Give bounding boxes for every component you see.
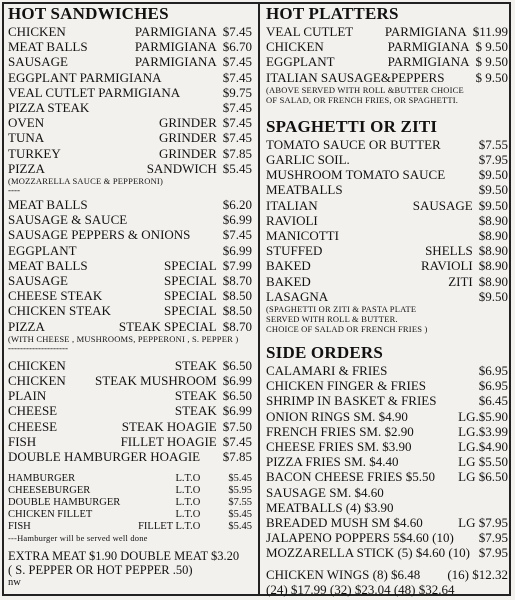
spaghetti-list	[266, 137, 508, 304]
wings-line2: (24) $17.99 (32) $23.04 (48) $32.64	[266, 581, 455, 597]
menu-item-name: SHRIMP IN BASKET & FRIES	[266, 393, 437, 409]
right-column	[266, 4, 508, 597]
menu-item-row	[8, 100, 252, 115]
menu-item-row	[8, 85, 252, 100]
menu-item-row	[266, 424, 508, 439]
menu-item-row	[266, 454, 508, 469]
menu-item-name: PIZZA FRIES SM. $4.40	[266, 454, 399, 470]
menu-item-name: ITALIAN	[266, 197, 318, 213]
menu-item-name: BAKED	[266, 273, 311, 289]
menu-item-row	[8, 419, 252, 434]
menu-item-variant: STEAK	[174, 357, 217, 373]
menu-item-row	[266, 469, 508, 484]
menu-item-variant: PARMIGIANA	[384, 24, 467, 39]
menu-item-variant: L.T.O	[175, 497, 201, 509]
menu-item-price: $7.85	[222, 145, 252, 161]
menu-item-row	[8, 54, 252, 69]
column-divider	[258, 2, 260, 596]
menu-item-price: $7.95	[478, 530, 508, 546]
section-separator: --------------------	[8, 342, 68, 353]
menu-item-price: $7.50	[222, 418, 252, 434]
menu-item-row	[8, 130, 252, 145]
menu-item-variant: STEAK	[174, 388, 217, 404]
platters-note-line1: (ABOVE SERVED WITH ROLL &BUTTER CHOICE	[266, 84, 464, 95]
wings-line1-left: CHICKEN WINGS (8) $6.48	[266, 566, 421, 582]
menu-item-variant: PARMIGIANA	[387, 39, 470, 55]
menu-item-price: $6.95	[478, 378, 508, 394]
menu-item-row	[8, 403, 252, 418]
menu-item-price: $7.95	[478, 152, 508, 168]
menu-item-price: $11.99	[472, 24, 508, 39]
menu-item-price: $6.50	[222, 388, 252, 404]
menu-item-variant: L.T.O	[175, 509, 201, 521]
menu-item-name: BAKED	[266, 258, 311, 274]
menu-item-price: $6.50	[222, 357, 252, 373]
menu-item-variant: PARMIGIANA	[134, 39, 217, 55]
menu-item-row	[266, 213, 508, 228]
menu-item-price: LG.$5.90	[458, 408, 508, 424]
hamburger-note: ---Hamburger will be served well done	[8, 533, 148, 544]
menu-item-row	[266, 515, 508, 530]
menu-item-price: LG $5.50	[458, 454, 508, 470]
menu-item-price: $8.90	[478, 273, 508, 289]
menu-item-name: CHEESE	[8, 403, 58, 419]
pasta-note-line3: CHOICE OF SALAD OR FRENCH FRIES )	[266, 324, 428, 335]
menu-item-name: CHEESEBURGER	[8, 485, 91, 497]
menu-item-row	[266, 289, 508, 304]
menu-item-price: LG $7.95	[458, 515, 508, 531]
specials-list	[8, 197, 252, 334]
menu-item-row	[8, 434, 252, 449]
menu-item-price: $5.45	[222, 160, 252, 176]
hot-platters-heading: HOT PLATTERS	[266, 4, 399, 23]
menu-item-name: MOZZARELLA STICK (5) $4.60 (10)	[266, 545, 471, 561]
menu-item-variant: L.T.O	[175, 473, 201, 485]
menu-item-row	[8, 212, 252, 227]
menu-item-price: $8.70	[222, 318, 252, 334]
menu-item-row	[8, 473, 252, 485]
left-column	[8, 4, 252, 589]
menu-item-price: $9.50	[478, 288, 508, 304]
menu-item-price: LG.$3.99	[458, 423, 508, 439]
menu-item-row	[266, 393, 508, 408]
menu-item-price: $7.45	[222, 115, 252, 131]
menu-item-price: $6.99	[222, 212, 252, 228]
menu-item-row	[8, 24, 252, 39]
menu-item-variant: SPECIAL	[164, 303, 217, 319]
menu-item-price: $5.45	[228, 473, 252, 485]
menu-item-row	[266, 39, 508, 54]
menu-item-name: SAUSAGE	[8, 273, 68, 289]
menu-item-variant: SPECIAL	[164, 257, 217, 273]
menu-item-name: LASAGNA	[266, 288, 329, 304]
menu-item-name: DOUBLE HAMBURGER HOAGIE	[8, 449, 201, 465]
menu-item-name: CHICKEN	[8, 357, 66, 373]
menu-item-variant: GRINDER	[158, 130, 217, 146]
menu-item-name: CHICKEN FILLET	[8, 509, 93, 521]
menu-item-row	[8, 303, 252, 318]
menu-item-name: FISH	[8, 521, 31, 533]
menu-item-price: $8.90	[478, 228, 508, 244]
menu-item-name: VEAL CUTLET PARMIGIANA	[8, 84, 181, 100]
menu-item-row	[266, 228, 508, 243]
menu-item-row	[266, 378, 508, 393]
menu-item-variant: PARMIGIANA	[134, 24, 217, 39]
menu-item-row	[266, 70, 508, 85]
menu-item-name: VEAL CUTLET	[266, 24, 354, 39]
menu-item-row	[266, 485, 508, 500]
menu-item-price: $7.45	[222, 433, 252, 449]
menu-item-name: MEATBALLS (4) $3.90	[266, 499, 394, 515]
menu-item-name: MEAT BALLS	[8, 197, 88, 213]
menu-item-name: MANICOTTI	[266, 228, 339, 244]
chicken-wings-row-2	[266, 582, 508, 597]
menu-item-price: $6.70	[222, 39, 252, 55]
menu-item-price: $7.55	[228, 497, 252, 509]
menu-item-price: $ 9.50	[475, 39, 508, 55]
menu-item-name: OVEN	[8, 115, 45, 131]
wings-line1-right: (16) $12.32	[447, 566, 508, 582]
menu-item-price: $8.50	[222, 303, 252, 319]
menu-item-name: MEAT BALLS	[8, 257, 88, 273]
menu-item-variant: SHELLS	[425, 243, 473, 259]
menu-item-price: $6.45	[478, 393, 508, 409]
menu-item-row	[266, 152, 508, 167]
menu-item-variant: RAVIOLI	[420, 258, 473, 274]
menu-item-name: CHICKEN	[266, 39, 324, 55]
menu-item-price: $5.45	[228, 509, 252, 521]
menu-item-variant: ZITI	[448, 273, 473, 289]
menu-item-name: CHEESE	[8, 418, 58, 434]
menu-item-row	[8, 509, 252, 521]
menu-item-name: SAUSAGE PEPPERS & ONIONS	[8, 227, 191, 243]
menu-item-price: $5.45	[228, 521, 252, 533]
menu-item-row	[8, 521, 252, 533]
menu-item-row	[8, 197, 252, 212]
spaghetti-heading: SPAGHETTI OR ZITI	[266, 116, 438, 136]
menu-item-name: CHICKEN	[8, 24, 66, 39]
menu-item-price: $8.90	[478, 258, 508, 274]
menu-item-name: JALAPENO POPPERS 5$4.60 (10)	[266, 530, 454, 546]
menu-item-price: $7.45	[222, 130, 252, 146]
menu-item-name: EGGPLANT	[266, 54, 335, 70]
menu-item-row	[8, 319, 252, 334]
menu-item-price: LG $6.50	[458, 469, 508, 485]
menu-item-name: EGGPLANT PARMIGIANA	[8, 69, 162, 85]
menu-item-price: $6.99	[222, 403, 252, 419]
menu-item-name: CHICKEN STEAK	[8, 303, 111, 319]
menu-item-price: $7.85	[222, 449, 252, 465]
menu-item-price: $9.50	[478, 197, 508, 213]
menu-item-row	[266, 274, 508, 289]
menu-item-variant: STEAK SPECIAL	[118, 318, 217, 334]
menu-item-price: $ 9.50	[475, 54, 508, 70]
menu-item-name: PIZZA	[8, 160, 45, 176]
menu-item-price: $6.95	[478, 363, 508, 379]
menu-item-price: $6.99	[222, 373, 252, 389]
menu-item-row	[8, 497, 252, 509]
menu-item-name: ONION RINGS SM. $4.90	[266, 408, 408, 424]
menu-item-name: CHICKEN FINGER & FRIES	[266, 378, 426, 394]
menu-item-row	[8, 146, 252, 161]
menu-item-price: $7.95	[478, 545, 508, 561]
pasta-note-line1: (SPAGHETTI OR ZITI & PASTA PLATE	[266, 304, 417, 315]
menu-item-variant: GRINDER	[158, 145, 217, 161]
menu-item-name: MEAT BALLS	[8, 39, 88, 55]
menu-item-variant: L.T.O	[175, 485, 201, 497]
menu-item-row	[266, 439, 508, 454]
menu-item-row	[8, 161, 252, 176]
menu-item-name: HAMBURGER	[8, 473, 76, 485]
initials: nw	[8, 577, 21, 589]
menu-item-name: SAUSAGE & SAUCE	[8, 212, 128, 228]
menu-item-price: $7.45	[222, 227, 252, 243]
menu-item-row	[266, 500, 508, 515]
menu-item-name: PLAIN	[8, 388, 47, 404]
menu-item-variant: FILLET HOAGIE	[120, 433, 217, 449]
platters-note-line2: OF SALAD, OR FRENCH FRIES, OR SPAGHETTI.	[266, 94, 459, 105]
menu-item-variant: GRINDER	[158, 115, 217, 131]
menu-item-name: TUNA	[8, 130, 45, 146]
menu-item-price: $8.70	[222, 273, 252, 289]
menu-item-row	[8, 373, 252, 388]
pizza-steak-note: (WITH CHEESE , MUSHROOMS, PEPPERONI , S. PEPPER )	[8, 333, 239, 344]
menu-item-row	[266, 545, 508, 560]
menu-item-row	[8, 485, 252, 497]
menu-item-name: DOUBLE HAMBURGER	[8, 497, 121, 509]
menu-item-row	[8, 288, 252, 303]
menu-item-name: CHEESE STEAK	[8, 288, 103, 304]
menu-item-row	[8, 115, 252, 130]
menu-item-name: MEATBALLS	[266, 182, 343, 198]
menu-item-price: $5.95	[228, 485, 252, 497]
menu-item-row	[266, 530, 508, 545]
menu-item-price: $8.90	[478, 243, 508, 259]
menu-item-row	[8, 449, 252, 464]
menu-item-name: SAUSAGE	[8, 54, 68, 70]
pasta-note-line2: SERVED WITH ROLL & BUTTER.	[266, 314, 398, 325]
menu-item-variant: SAUSAGE	[412, 197, 473, 213]
menu-item-price: $9.50	[478, 167, 508, 183]
menu-item-variant: PARMIGIANA	[134, 54, 217, 70]
menu-item-row	[266, 409, 508, 424]
menu-item-row	[8, 227, 252, 242]
menu-item-name: TURKEY	[8, 145, 61, 161]
pizza-sandwich-note: (MOZZARELLA SAUCE & PEPPERONI)	[8, 176, 163, 187]
menu-item-name: CALAMARI & FRIES	[266, 363, 388, 379]
menu-item-price: $8.90	[478, 212, 508, 228]
menu-item-price: $7.55	[478, 136, 508, 152]
menu-item-price: $ 9.50	[475, 69, 508, 85]
menu-item-price: $9.50	[478, 182, 508, 198]
hot-sandwiches-heading: HOT SANDWICHES	[8, 4, 169, 23]
menu-item-price: $6.99	[222, 242, 252, 258]
menu-item-variant: PARMIGIANA	[387, 54, 470, 70]
menu-item-row	[266, 363, 508, 378]
menu-item-variant: FILLET L.T.O	[138, 521, 201, 533]
menu-item-name: FISH	[8, 433, 37, 449]
menu-item-name: TOMATO SAUCE OR BUTTER	[266, 136, 441, 152]
menu-item-row	[266, 258, 508, 273]
extra-meat-line: EXTRA MEAT $1.90 DOUBLE MEAT $3.20	[8, 549, 240, 564]
section-separator: ----	[8, 185, 20, 196]
menu-item-name: PIZZA STEAK	[8, 100, 90, 116]
menu-item-row	[8, 258, 252, 273]
menu-item-name: SAUSAGE SM. $4.60	[266, 484, 384, 500]
menu-item-name: PIZZA	[8, 318, 45, 334]
burgers-list	[8, 473, 252, 533]
menu-item-variant: STEAK HOAGIE	[121, 418, 217, 434]
menu-item-row	[266, 182, 508, 197]
menu-item-row	[8, 243, 252, 258]
pepper-line: ( S. PEPPER OR HOT PEPPER .50)	[8, 563, 193, 578]
chicken-wings-row	[266, 567, 508, 582]
menu-item-row	[266, 198, 508, 213]
menu-item-name: CHEESE FRIES SM. $3.90	[266, 439, 412, 455]
menu-item-name: RAVIOLI	[266, 212, 318, 228]
menu-item-price: $7.45	[222, 100, 252, 116]
menu-item-row	[8, 358, 252, 373]
menu-item-row	[8, 388, 252, 403]
menu-item-row	[266, 54, 508, 69]
menu-item-row	[266, 243, 508, 258]
menu-item-price: $7.45	[222, 69, 252, 85]
menu-item-price: $6.20	[222, 197, 252, 213]
menu-item-variant: STEAK	[174, 403, 217, 419]
menu-item-price: $8.50	[222, 288, 252, 304]
menu-item-name: ITALIAN SAUSAGE&PEPPERS	[266, 69, 445, 85]
menu-item-price: LG.$4.90	[458, 439, 508, 455]
menu-item-price: $7.45	[222, 54, 252, 70]
menu-item-name: EGGPLANT	[8, 242, 77, 258]
menu-item-price: $9.75	[222, 84, 252, 100]
menu-item-name: FRENCH FRIES SM. $2.90	[266, 423, 414, 439]
menu-item-price: $7.45	[222, 24, 252, 39]
menu-item-name: STUFFED	[266, 243, 323, 259]
menu-item-row	[8, 70, 252, 85]
menu-item-row	[8, 273, 252, 288]
menu-item-row	[266, 24, 508, 39]
menu-item-row	[266, 137, 508, 152]
menu-item-variant: SPECIAL	[164, 273, 217, 289]
menu-item-name: GARLIC SOIL.	[266, 152, 350, 168]
side-orders-heading: SIDE ORDERS	[266, 343, 383, 363]
menu-item-name: BACON CHEESE FRIES $5.50	[266, 469, 436, 485]
menu-item-name: BREADED MUSH SM $4.60	[266, 515, 423, 531]
menu-item-row	[266, 167, 508, 182]
menu-item-row	[8, 39, 252, 54]
menu-item-price: $7.99	[222, 257, 252, 273]
menu-item-name: MUSHROOM TOMATO SAUCE	[266, 167, 446, 183]
menu-item-variant: STEAK MUSHROOM	[95, 373, 217, 389]
menu-item-variant: SANDWICH	[146, 160, 217, 176]
hot-sandwiches-list	[8, 24, 252, 176]
menu-item-variant: SPECIAL	[164, 288, 217, 304]
menu-item-name: CHICKEN	[8, 373, 66, 389]
steaks-list	[8, 358, 252, 464]
side-orders-list	[266, 363, 508, 561]
hot-platters-list	[266, 24, 508, 85]
